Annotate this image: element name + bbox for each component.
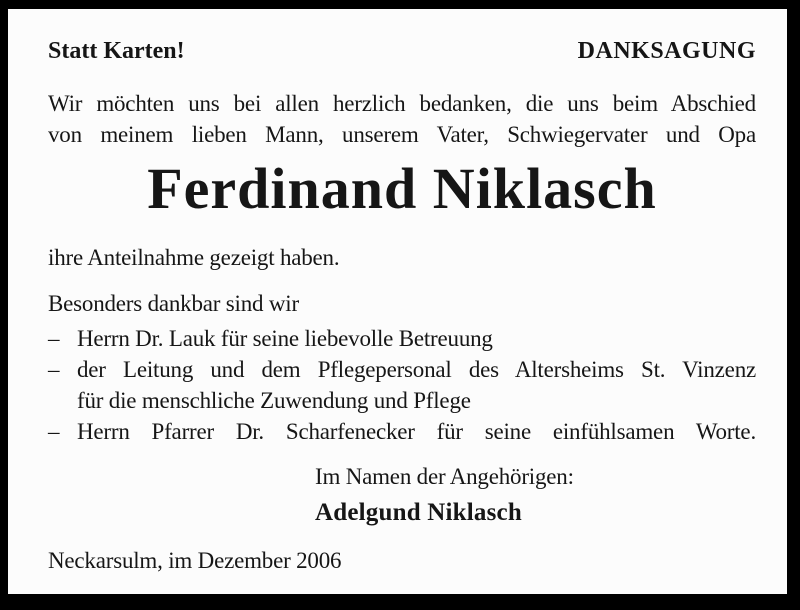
statt-karten-label: Statt Karten! <box>48 38 185 64</box>
obituary-notice-page <box>8 9 787 594</box>
deceased-name: Ferdinand Niklasch <box>147 156 657 221</box>
thanks-list-item <box>48 354 756 385</box>
thanks-list-item <box>48 416 756 447</box>
list-dash: – <box>48 357 60 382</box>
list-dash: – <box>48 326 60 351</box>
intro-line-1: Wir möchten uns bei allen herzlich bedanken, die uns beim Abschied <box>48 91 756 116</box>
thanks-intro-line: Besonders dankbar sind wir <box>48 291 299 316</box>
thanks-list-item-continuation <box>48 385 756 416</box>
intro-paragraph <box>48 88 756 150</box>
thanks-list <box>48 323 756 447</box>
header-row <box>48 38 756 64</box>
signature-intro-line: Im Namen der Angehörigen: <box>315 464 574 489</box>
after-name-line: ihre Anteilnahme gezeigt haben. <box>48 245 340 270</box>
signer-name: Adelgund Niklasch <box>315 499 522 526</box>
list-dash <box>48 385 77 416</box>
danksagung-title: DANKSAGUNG <box>577 38 756 64</box>
intro-line-2: von meinem lieben Mann, unserem Vater, Schwiegervater und Opa <box>48 122 756 147</box>
list-item-text: für die menschliche Zuwendung und Pflege <box>77 388 471 413</box>
signature-block <box>315 461 756 528</box>
list-dash: – <box>48 419 60 444</box>
list-item-text: der Leitung und dem Pflegepersonal des Altersheims St. Vinzenz <box>77 357 756 382</box>
place-date-line: Neckarsulm, im Dezember 2006 <box>48 548 342 573</box>
list-item-text: Herrn Pfarrer Dr. Scharfenecker für seine einfühlsamen Worte. <box>77 419 756 444</box>
thanks-list-item <box>48 323 756 354</box>
list-item-text: Herrn Dr. Lauk für seine liebevolle Betreuung <box>77 326 493 351</box>
